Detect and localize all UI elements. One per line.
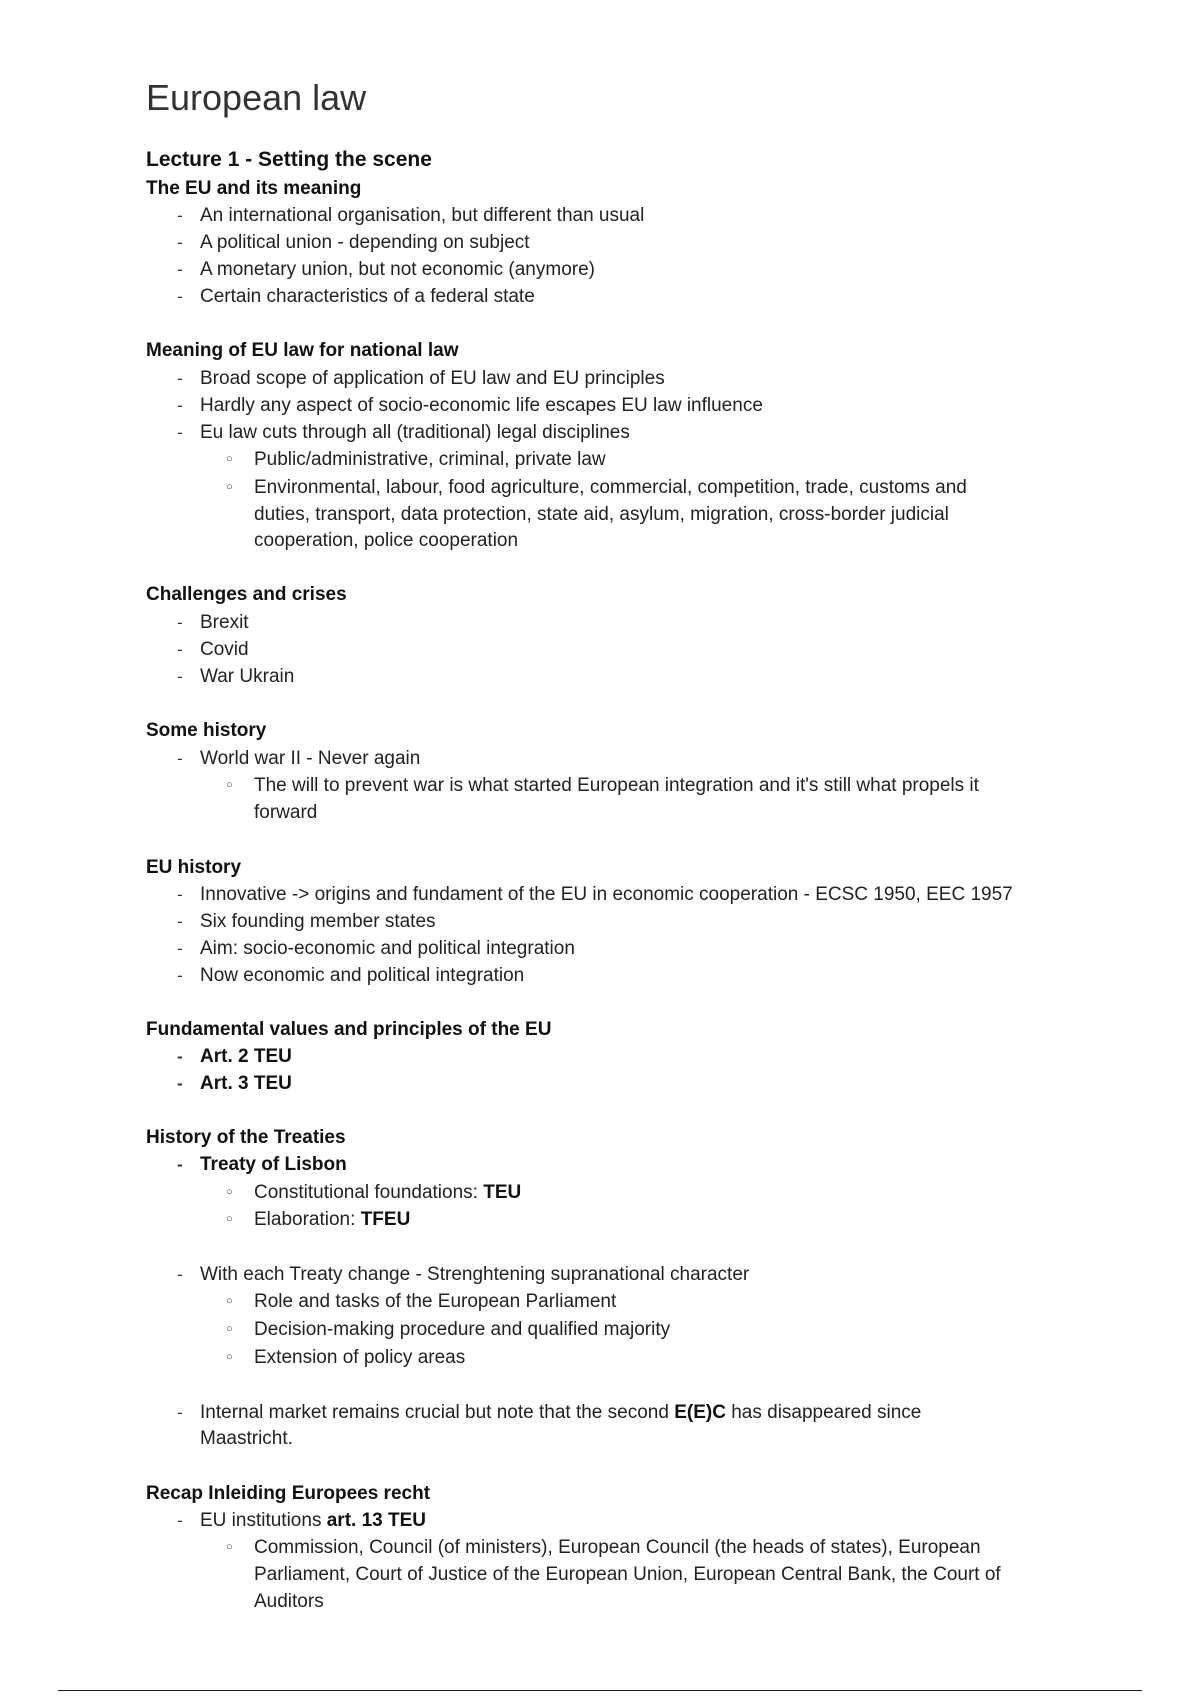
list-item: Innovative -> origins and fundament of the EU in economic cooperation - ECSC 1950, EEC 1957 <box>200 884 1013 905</box>
dash-bullet: - <box>177 1155 183 1174</box>
dash-bullet: - <box>177 749 183 768</box>
section-heading-eu-history: EU history <box>146 857 242 878</box>
circle-bullet: ○ <box>226 1351 233 1363</box>
list-item: Treaty of Lisbon <box>200 1154 347 1175</box>
dash-bullet: - <box>177 423 183 442</box>
list-item: Eu law cuts through all (traditional) legal disciplines <box>200 422 630 443</box>
list-item <box>200 1507 426 1534</box>
sub-list-item: Environmental, labour, food agriculture, commercial, competition, trade, customs and <box>254 477 967 498</box>
dash-bullet: - <box>177 640 183 659</box>
sub-list-item-continued: cooperation, police cooperation <box>254 530 519 551</box>
sub-list-item-continued: Auditors <box>254 1591 324 1612</box>
dash-bullet: - <box>177 939 183 958</box>
sub-list-item <box>254 1206 410 1233</box>
sub-item-text: Constitutional foundations: <box>254 1182 484 1203</box>
list-item: A political union - depending on subject <box>200 232 530 253</box>
sub-list-item-continued: Parliament, Court of Justice of the European Union, European Central Bank, the Court of <box>254 1564 1001 1585</box>
dash-bullet: - <box>177 287 183 306</box>
dash-bullet: - <box>177 912 183 931</box>
list-item: Six founding member states <box>200 911 436 932</box>
sub-list-item: Extension of policy areas <box>254 1347 466 1368</box>
circle-bullet: ○ <box>226 1541 233 1553</box>
dash-bullet: - <box>177 1403 183 1422</box>
list-item: With each Treaty change - Strenghtening supranational character <box>200 1264 750 1285</box>
list-item: An international organisation, but different than usual <box>200 205 645 226</box>
list-item: War Ukrain <box>200 666 295 687</box>
list-item-text: has disappeared since <box>725 1402 922 1423</box>
dash-bullet: - <box>177 396 183 415</box>
list-item: Art. 2 TEU <box>200 1046 292 1067</box>
dash-bullet: - <box>177 206 183 225</box>
dash-bullet: - <box>177 1047 183 1066</box>
list-item-bold: art. 13 TEU <box>326 1510 426 1531</box>
list-item-text: Internal market remains crucial but note that the second <box>200 1402 675 1423</box>
dash-bullet: - <box>177 233 183 252</box>
dash-bullet: - <box>177 1265 183 1284</box>
page-title: European law <box>146 77 367 118</box>
dash-bullet: - <box>177 1074 183 1093</box>
section-heading-values: Fundamental values and principles of the EU <box>146 1019 552 1040</box>
list-item-text: EU institutions <box>200 1510 327 1531</box>
sub-list-item-continued: duties, transport, data protection, state aid, asylum, migration, cross-border judicial <box>254 504 949 525</box>
dash-bullet: - <box>177 369 183 388</box>
sub-list-item <box>254 1179 521 1206</box>
circle-bullet: ○ <box>226 1186 233 1198</box>
sub-list-item: Decision-making procedure and qualified majority <box>254 1319 671 1340</box>
circle-bullet: ○ <box>226 1213 233 1225</box>
dash-bullet: - <box>177 966 183 985</box>
section-heading-challenges: Challenges and crises <box>146 584 347 605</box>
list-item: Now economic and political integration <box>200 965 525 986</box>
sub-list-item-continued: forward <box>254 802 318 823</box>
list-item-bold: E(E)C <box>674 1402 726 1423</box>
section-heading-treaties: History of the Treaties <box>146 1127 346 1148</box>
list-item: Covid <box>200 639 249 660</box>
dash-bullet: - <box>177 667 183 686</box>
sub-item-text: Elaboration: <box>254 1209 361 1230</box>
sub-item-bold: TEU <box>483 1182 522 1203</box>
dash-bullet: - <box>177 1511 183 1530</box>
circle-bullet: ○ <box>226 1323 233 1335</box>
lecture-heading: Lecture 1 - Setting the scene <box>146 148 432 171</box>
dash-bullet: - <box>177 260 183 279</box>
circle-bullet: ○ <box>226 1295 233 1307</box>
dash-bullet: - <box>177 613 183 632</box>
section-heading-eu-meaning: The EU and its meaning <box>146 178 362 199</box>
sub-list-item: Commission, Council (of ministers), European Council (the heads of states), European <box>254 1537 981 1558</box>
list-item: Brexit <box>200 612 249 633</box>
dash-bullet: - <box>177 885 183 904</box>
sub-item-bold: TFEU <box>360 1209 411 1230</box>
sub-list-item: Public/administrative, criminal, private law <box>254 449 606 470</box>
circle-bullet: ○ <box>226 779 233 791</box>
page-bottom-divider <box>58 1690 1142 1691</box>
list-item: A monetary union, but not economic (anymore) <box>200 259 595 280</box>
list-item: Broad scope of application of EU law and EU principles <box>200 368 665 389</box>
sub-list-item: The will to prevent war is what started European integration and it's still what propels it <box>254 775 979 796</box>
section-heading-history: Some history <box>146 720 267 741</box>
list-item: Certain characteristics of a federal state <box>200 286 535 307</box>
list-item: Art. 3 TEU <box>200 1073 292 1094</box>
list-item-continued: Maastricht. <box>200 1428 293 1449</box>
circle-bullet: ○ <box>226 481 233 493</box>
section-heading-recap: Recap Inleiding Europees recht <box>146 1483 431 1504</box>
circle-bullet: ○ <box>226 453 233 465</box>
list-item: World war II - Never again <box>200 748 421 769</box>
section-heading-eu-law: Meaning of EU law for national law <box>146 340 459 361</box>
list-item: Aim: socio-economic and political integration <box>200 938 575 959</box>
sub-list-item: Role and tasks of the European Parliament <box>254 1291 617 1312</box>
list-item: Hardly any aspect of socio-economic life escapes EU law influence <box>200 395 763 416</box>
list-item <box>200 1399 921 1426</box>
